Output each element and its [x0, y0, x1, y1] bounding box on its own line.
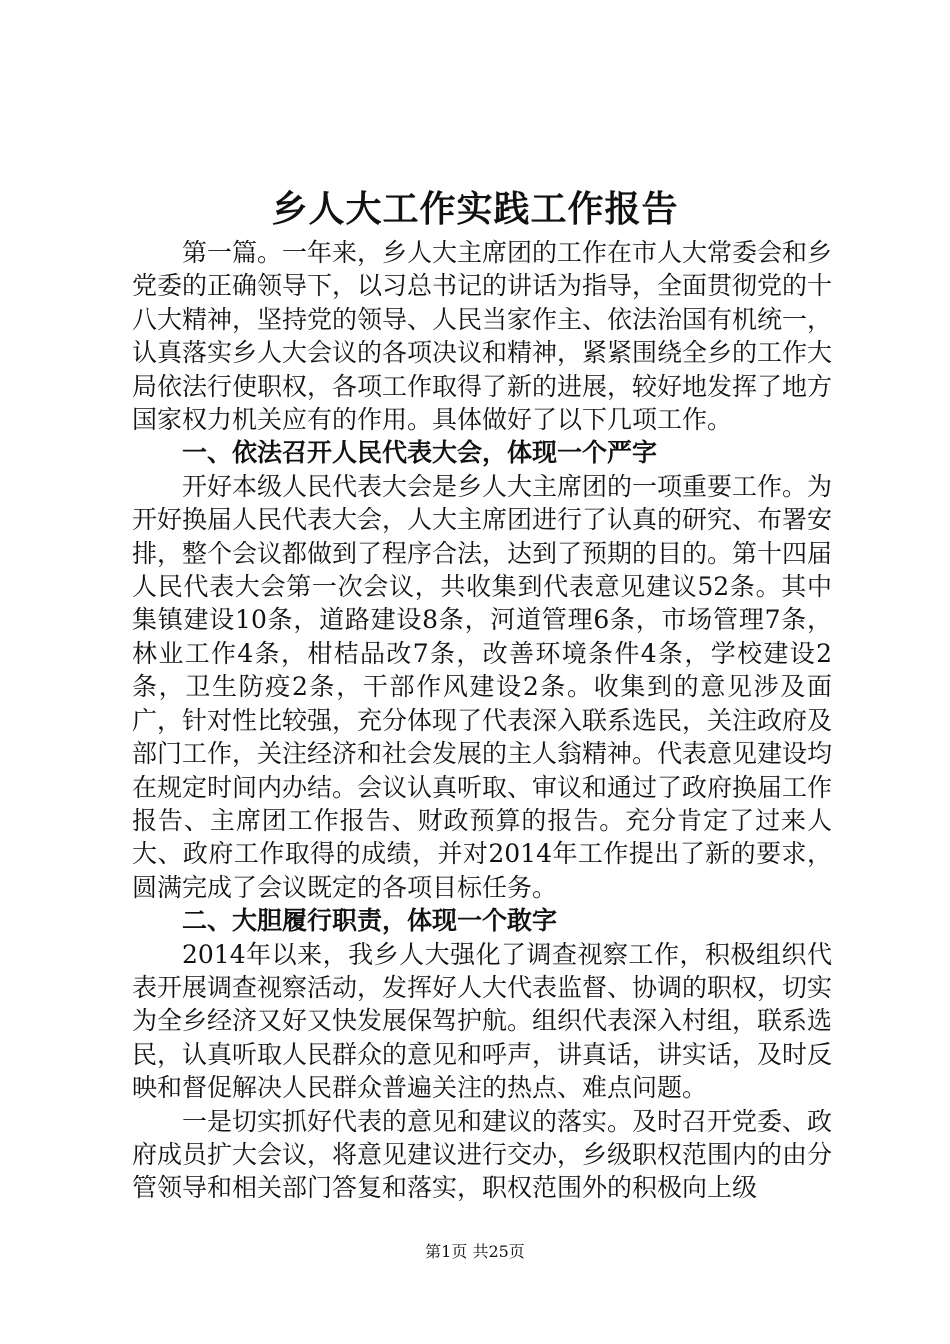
- document-title: 乡人大工作实践工作报告: [271, 188, 679, 230]
- section-3-paragraph: 一是切实抓好代表的意见和建议的落实。及时召开党委、政府成员扩大会议，将意见建议进行交办，乡级职权范围内的由分管领导和相关部门答复和落实，职权范围外的积极向上级: [132, 1106, 833, 1203]
- section-1-paragraph: 开好本级人民代表大会是乡人大主席团的一项重要工作。为开好换届人民代表大会，人大主席团进行了认真的研究、布署安排，整个会议都做到了程序合法，达到了预期的目的。第十四届人民代表大会第一次会议，共收集到代表意见建议52条。其中集镇建设10条，道路建设8条，河道管理6条，市场管理7条，林业工作4条，柑桔品改7条，改善环境条件4条，学校建设2条，卫生防疫2条，干部作风建设2条。收集到的意见涉及面广，针对性比较强，充分体现了代表深入联系选民，关注政府及部门工作，关注经济和社会发展的主人翁精神。代表意见建设均在规定时间内办结。会议认真听取、审议和通过了政府换届工作报告、主席团工作报告、财政预算的报告。充分肯定了过来人大、政府工作取得的成绩，并对2014年工作提出了新的要求，圆满完成了会议既定的各项目标任务。: [132, 471, 833, 902]
- section-heading-1: 一、依法召开人民代表大会，体现一个严字: [182, 438, 658, 468]
- intro-paragraph: 第一篇。一年来，乡人大主席团的工作在市人大常委会和乡党委的正确领导下，以习总书记的讲话为指导，全面贯彻党的十八大精神，坚持党的领导、人民当家作主、依法治国有机统一，认真落实乡人大会议的各项决议和精神，紧紧围绕全乡的工作大局依法行使职权，各项工作取得了新的进展，较好地发挥了地方国家权力机关应有的作用。具体做好了以下几项工作。: [132, 238, 833, 435]
- section-heading-2: 二、大胆履行职责，体现一个敢字: [182, 906, 558, 936]
- section-2-paragraph: 2014年以来，我乡人大强化了调查视察工作，积极组织代表开展调查视察活动，发挥好人大代表监督、协调的职权，切实为全乡经济又好又快发展保驾护航。组织代表深入村组，联系选民，认真听取人民群众的意见和呼声，讲真话，讲实话，及时反映和督促解决人民群众普遍关注的热点、难点问题。: [132, 939, 833, 1103]
- page-footer: 第1页 共25页: [425, 1242, 525, 1261]
- document-body: [132, 236, 832, 1205]
